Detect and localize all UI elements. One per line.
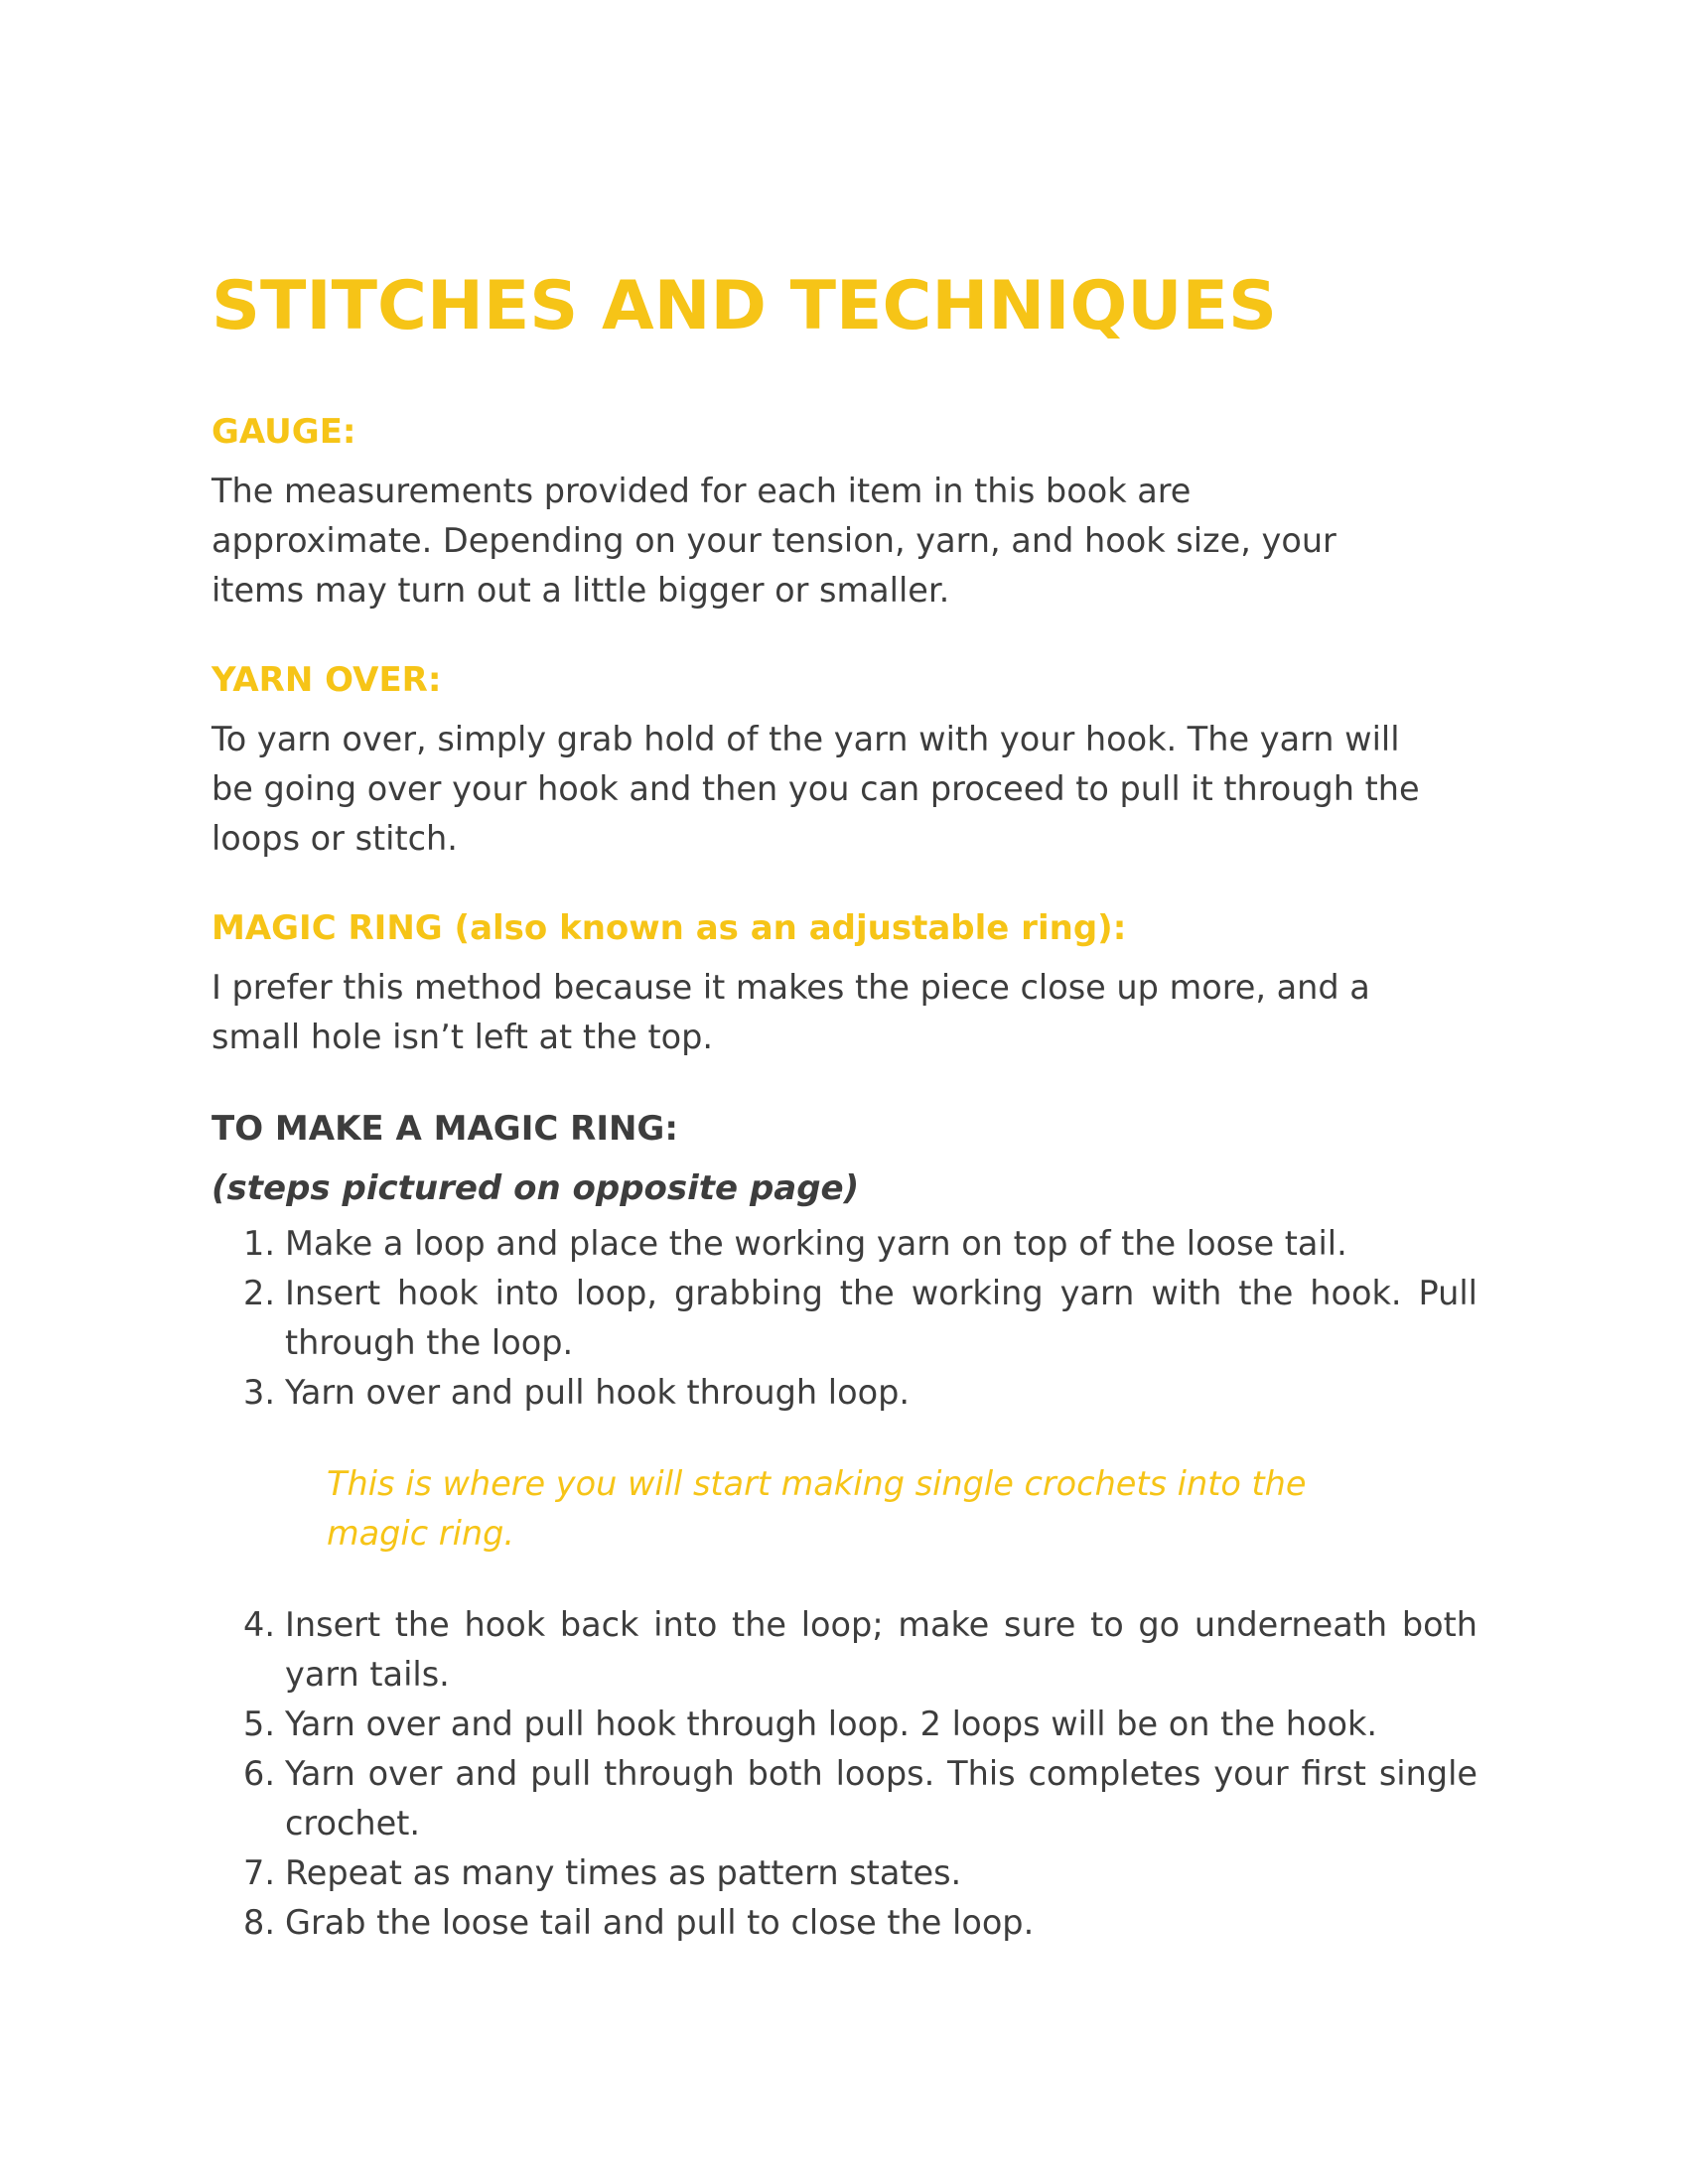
step-item: [211, 1749, 1477, 1848]
how-to-heading: TO MAKE A MAGIC RING:: [211, 1109, 678, 1149]
step-item: [211, 1269, 1477, 1368]
yarn-over-paragraph: [211, 715, 1477, 864]
step-number: 4.: [243, 1605, 275, 1644]
steps-list-part2: [211, 1600, 1477, 1948]
step-text: Insert hook into loop, grabbing the working yarn with the hook. Pull through the loop.: [285, 1274, 1477, 1362]
step-number: 6.: [243, 1754, 275, 1793]
magic-ring-heading: MAGIC RING (also known as an adjustable ring):: [211, 908, 1127, 948]
gauge-line-2: approximate. Depending on your tension, yarn, and hook size, your: [211, 521, 1336, 560]
step-text: Yarn over and pull hook through loop. 2 loops will be on the hook.: [285, 1705, 1378, 1743]
step-item: [211, 1700, 1477, 1749]
step-number: 3.: [243, 1373, 275, 1412]
callout-line-2: magic ring.: [327, 1514, 515, 1553]
step-text: Make a loop and place the working yarn on top of the loose tail.: [285, 1224, 1347, 1263]
step-item: [211, 1898, 1477, 1948]
yarn-over-heading: YARN OVER:: [211, 660, 442, 700]
step-number: 7.: [243, 1853, 275, 1892]
step-item: [211, 1368, 1477, 1418]
yarn-over-line-1: To yarn over, simply grab hold of the yarn with your hook. The yarn will: [211, 720, 1400, 758]
step-text: Insert the hook back into the loop; make sure to go underneath both yarn tails.: [285, 1605, 1477, 1694]
magic-ring-paragraph: [211, 963, 1477, 1062]
step-number: 5.: [243, 1705, 275, 1743]
callout-line-1: This is where you will start making single crochets into the: [327, 1464, 1307, 1503]
gauge-paragraph: [211, 467, 1477, 615]
page-title: STITCHES AND TECHNIQUES: [211, 267, 1277, 345]
step-text: Yarn over and pull hook through loop.: [285, 1373, 910, 1412]
how-to-note: (steps pictured on opposite page): [211, 1168, 860, 1208]
magic-ring-line-1: I prefer this method because it makes the piece close up more, and a: [211, 968, 1370, 1007]
steps-list-part1: [211, 1219, 1477, 1418]
step-number: 2.: [243, 1274, 275, 1312]
gauge-heading: GAUGE:: [211, 412, 356, 452]
step-text: Repeat as many times as pattern states.: [285, 1853, 962, 1892]
gauge-line-1: The measurements provided for each item in this book are: [211, 472, 1192, 510]
magic-ring-line-2: small hole isn’t left at the top.: [211, 1018, 713, 1056]
gauge-line-3: items may turn out a little bigger or smaller.: [211, 571, 950, 610]
yarn-over-line-3: loops or stitch.: [211, 819, 458, 858]
step-item: [211, 1219, 1477, 1269]
yarn-over-line-2: be going over your hook and then you can proceed to pull it through the: [211, 769, 1420, 808]
step-item: [211, 1600, 1477, 1700]
step-text: Yarn over and pull through both loops. This completes your first single crochet.: [285, 1754, 1477, 1843]
callout-note: [327, 1459, 1399, 1559]
step-item: [211, 1848, 1477, 1898]
step-number: 1.: [243, 1224, 275, 1263]
step-text: Grab the loose tail and pull to close the loop.: [285, 1903, 1035, 1942]
step-number: 8.: [243, 1903, 275, 1942]
